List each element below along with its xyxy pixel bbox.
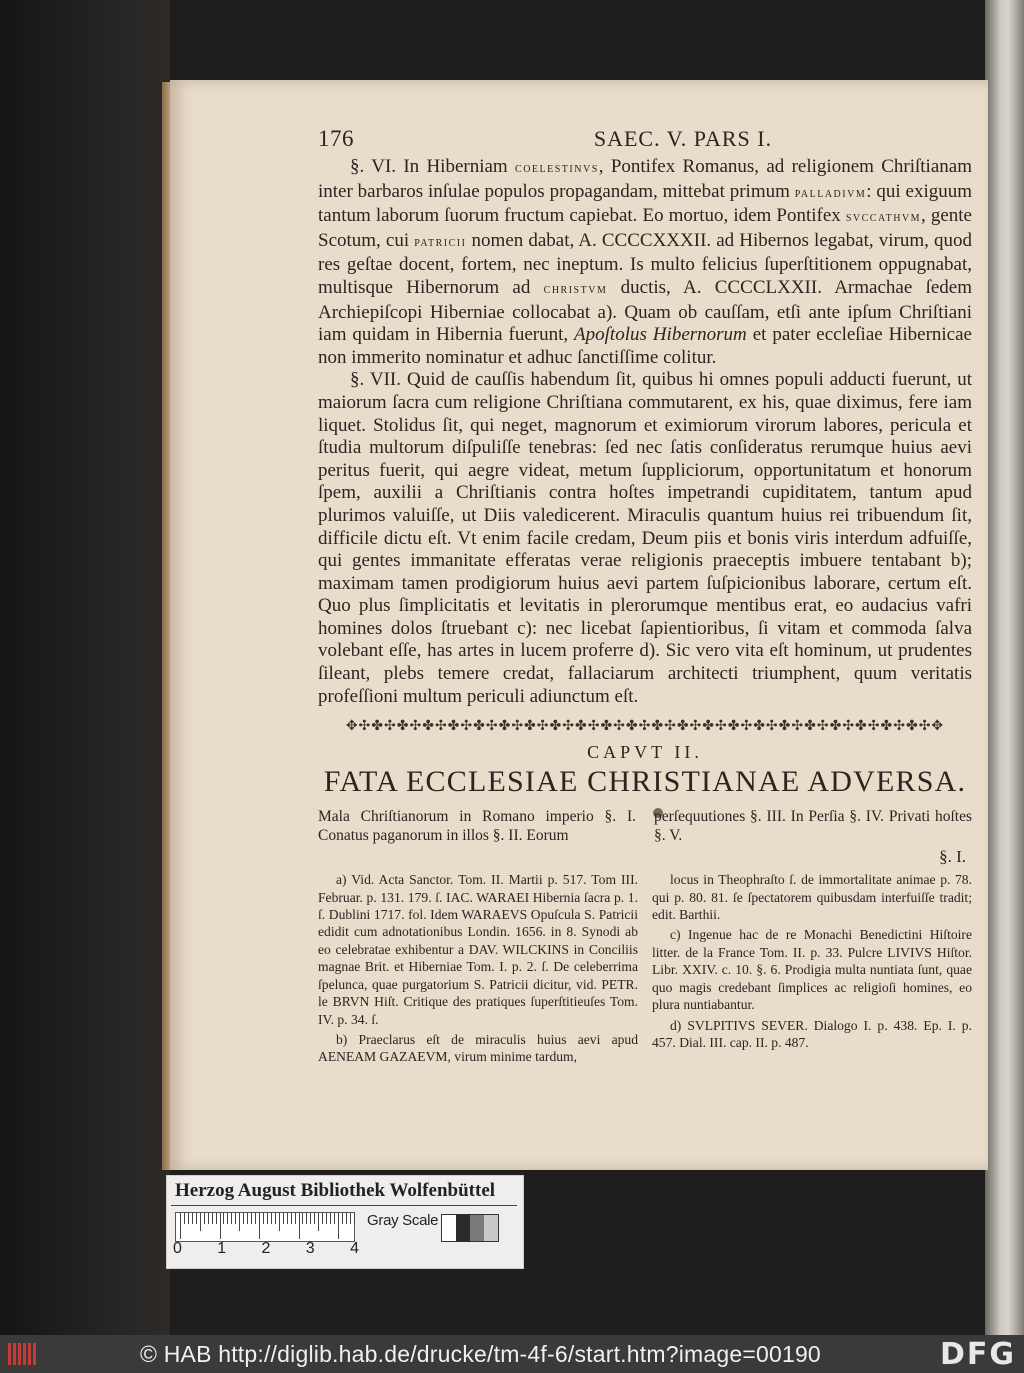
footnote-b: b) Praeclarus eſt de miraculis huius aevi apud AENEAM GAZAEVM, virum minime tardum, bbox=[318, 1031, 638, 1065]
footnotes-right bbox=[652, 871, 972, 1068]
ruler-tick bbox=[208, 1213, 209, 1224]
text-run: : qui exiguum tantum laborum ſuorum fructum capiebat. Eo mortuo, idem Pontifex bbox=[318, 180, 972, 227]
paragraph-7: §. VII. Quid de cauſſis habendum ſit, quibus hi omnes populi adducti fuerunt, ut maiorum ſacra cum religione Chriſtiana commutarent, ex his, quae diximus, fere iam liquet. Stolidus ſit, qui neget, magnorum et eximiorum virorum labores, pericula et ſtudia multorum diſpuliſſe tenebras: ſed nec ſatis conſideratus rerumque huius aevi peritus fuerit, qui aegre videat, metum ſuppliciorum, opportunitatum et honorum ſpem, auxilii a Chriſtianis contra hoſtes impetrandi cupiditatem, tantum apud plurimos valuiſſe, ut Diis valedicerent. Miraculis quantum huius rei tribuendum ſit, difficile dictu eſt. Vt enim facile credam, Deum piis et bonis viris interdum adfuiſſe, qui gentes immanitate efferatas verae religionis praeceptis imbuere tentabant b); maximam tamen prodigiorum huius aevi partem ſuſpicionibus laborare, certum eſt. Quo plus ſimplicitatis et levitatis in plerorumque mentibus erat, eo audacius vafri homines dolos ſtruebant c): nec licebat ſapientioribus, ſi vitam et commoda ſalva volebant eſſe, has artes in lucem proferre d). Sic vero vita eſt hominum, ut prudentes ſileant, plebs temere credat, fallaciarum architecti triumphent, quum veritatis profeſſioni multum periculi adiunctum eſt. bbox=[318, 369, 972, 707]
name-patricius: patricii bbox=[414, 234, 467, 250]
ruler-tick bbox=[318, 1213, 319, 1231]
ruler-tick bbox=[314, 1213, 315, 1224]
ruler-tick bbox=[259, 1213, 260, 1239]
text-run: , Pontifex Romanus, ad religionem Chriſtianam inter barbaros inſulae populos propagandam, mittebat primum bbox=[318, 156, 972, 202]
ruler-tick bbox=[306, 1213, 307, 1224]
ruler-tick bbox=[338, 1213, 339, 1239]
ruler-tick bbox=[342, 1213, 343, 1224]
ruler-tick bbox=[247, 1213, 248, 1224]
ruler-tick bbox=[354, 1213, 355, 1224]
ruler-number: 4 bbox=[350, 1240, 359, 1257]
text-run: §. VI. In Hiberniam bbox=[350, 156, 516, 177]
ruler-tick bbox=[350, 1213, 351, 1224]
name-christus: christvm bbox=[543, 281, 608, 297]
ruler-tick bbox=[326, 1213, 327, 1224]
name-coelestinus: coelestinvs bbox=[515, 161, 599, 176]
gray-swatch bbox=[442, 1215, 456, 1241]
gray-swatch bbox=[456, 1215, 470, 1241]
ruler-tick bbox=[204, 1213, 205, 1224]
page-content bbox=[318, 126, 972, 1069]
ruler-tick bbox=[299, 1213, 300, 1239]
ruler-tick bbox=[295, 1213, 296, 1224]
footer-bar bbox=[0, 1335, 1024, 1373]
summary-left: Mala Chriſtianorum in Romano imperio §. I. Conatus paganorum in illos §. II. Eorum bbox=[318, 808, 636, 845]
scale-ruler bbox=[175, 1212, 355, 1242]
gray-swatch bbox=[484, 1215, 498, 1241]
running-title: SAEC. V. PARS I. bbox=[593, 126, 773, 151]
scan-background-left bbox=[0, 0, 170, 1335]
ruler-tick bbox=[231, 1213, 232, 1224]
ruler-tick bbox=[200, 1213, 201, 1231]
gray-swatch bbox=[470, 1215, 484, 1241]
ruler-tick bbox=[346, 1213, 347, 1224]
ruler-tick bbox=[291, 1213, 292, 1224]
ruler-tick bbox=[310, 1213, 311, 1224]
gray-scale-swatches bbox=[441, 1214, 499, 1242]
paragraph-6 bbox=[318, 156, 972, 369]
ruler-tick bbox=[302, 1213, 303, 1224]
library-name: Herzog August Bibliothek Wolfenbüttel bbox=[175, 1180, 496, 1201]
ruler-tick bbox=[330, 1213, 331, 1224]
ruler-tick bbox=[271, 1213, 272, 1224]
footnotes bbox=[318, 871, 972, 1068]
gray-scale-label: Gray Scale bbox=[367, 1212, 439, 1229]
text-run: nomen dabat, A. CCCCXXXII. ad Hibernos legabat, virum, quod res geſtae docent, fortem, nec ineptum. Is multo felicius ſuperſtitionem oppugnabat, multisque Hibernorum ad bbox=[318, 229, 972, 298]
ruler-tick bbox=[223, 1213, 224, 1224]
ruler-tick bbox=[243, 1213, 244, 1224]
footnote-a: a) Vid. Acta Sanctor. Tom. II. Martii p. 517. Tom III. Februar. p. 131. 179. ſ. IAC. WARAEI Hibernia ſacra p. 1. ſ. Dublini 1717. fol. Idem WARAEVS Opuſcula S. Patricii edidit cum adnotationibus Londin. 1656. in 8. Synodi ab eo celebratae exhibentur a DAV. WILCKINS in Conciliis magnae Brit. et Hiberniae Tom. I. p. 2. ſ. De celeberrima ſpelunca, quae purgatorium S. Patricii dicitur, vid. PETR. le BRVN Hiſt. Critique des pratiques ſuperſtitieuſes Tom. IV. p. 34. ſ. bbox=[318, 872, 638, 1027]
chapter-title: FATA ECCLESIAE CHRISTIANAE ADVERSA. bbox=[323, 765, 967, 799]
ruler-tick bbox=[212, 1213, 213, 1224]
ruler-tick bbox=[192, 1213, 193, 1224]
ornament-divider: ✥✣✤✣✤✣✤✣✤✣✤✣✤✣✤✣✤✣✤✣✤✣✤✣✤✣✤✣✤✣✤✣✤✣✤✣✤✣✤✣✤✣✤✣✤✣✥ bbox=[345, 718, 945, 735]
text-run: ductis, A. CCCCLXXII. Armachae ſedem Archiepiſcopi Hiberniae collocabat a). Quam ob cauſſam, etſi ante ipſum Chriſtiani iam quidam in Hibernia fuerunt, bbox=[318, 276, 972, 346]
ruler-number: 1 bbox=[217, 1240, 227, 1257]
ruler-tick bbox=[279, 1213, 280, 1231]
ruler-tick bbox=[267, 1213, 268, 1224]
caput-heading: CAPVT II. bbox=[587, 742, 703, 763]
scan-background-right bbox=[985, 0, 1024, 1335]
ruler-tick bbox=[251, 1213, 252, 1224]
text-run: , gente Scotum, cui bbox=[318, 205, 972, 251]
footer-url[interactable]: © HAB http://diglib.hab.de/drucke/tm-4f-6/start.htm?image=00190 bbox=[140, 1341, 821, 1367]
name-succathus: svccathvm bbox=[845, 210, 922, 226]
footnote-d: d) SVLPITIVS SEVER. Dialogo I. p. 438. Ep. I. p. 457. Dial. III. cap. II. p. 487. bbox=[652, 1017, 972, 1050]
ruler-tick bbox=[196, 1213, 197, 1224]
text-run: et pater eccleſiae Hibernicae non immerito nominatur et adhuc ſanctiſſime colitur. bbox=[318, 324, 972, 368]
footnotes-left bbox=[318, 871, 638, 1068]
label-divider bbox=[171, 1205, 517, 1206]
dfg-logo: DFG bbox=[939, 1337, 1016, 1372]
page-number: 176 bbox=[318, 126, 354, 151]
name-palladius: palladivm bbox=[794, 185, 867, 201]
ruler-number: 0 bbox=[173, 1240, 182, 1257]
ruler-tick bbox=[180, 1213, 181, 1239]
ruler-numbers bbox=[173, 1240, 359, 1258]
section-marker: §. I. bbox=[939, 847, 966, 867]
ruler-tick bbox=[283, 1213, 284, 1224]
summary-right: perſequutiones §. III. In Perſia §. IV. Privati hoſtes §. V. bbox=[654, 808, 972, 845]
ruler-tick bbox=[188, 1213, 189, 1224]
ruler-tick bbox=[287, 1213, 288, 1224]
ruler-tick bbox=[255, 1213, 256, 1224]
ruler-tick bbox=[334, 1213, 335, 1224]
footnote-c: c) Ingenue hac de re Monachi Benedictini Hiſtoire litter. de la France Tom. II. p. 33. Pulcre LIVIVS Hiſtor. Libr. XXIV. c. 10. §. 6. Prodigia multa nuntiata ſunt, quae quo magis credebant ſimplices ac religioſi homines, eo plura nuntiabantur. bbox=[652, 927, 972, 1013]
running-head bbox=[318, 126, 972, 152]
ruler-tick bbox=[227, 1213, 228, 1224]
italic-apostolus: Apoſtolus Hibernorum bbox=[574, 324, 747, 346]
footnote-b-cont: locus in Theophraſto ſ. de immortalitate animae p. 78. qui p. 80. 81. ſe ſpectatorem quibusdam interfuiſſe tradit; edit. Barthii. bbox=[652, 872, 972, 923]
ruler-tick bbox=[263, 1213, 264, 1224]
barcode-icon bbox=[8, 1343, 40, 1365]
ruler-tick bbox=[275, 1213, 276, 1224]
ruler-tick bbox=[239, 1213, 240, 1231]
chapter-summary bbox=[318, 807, 972, 845]
ruler-number: 3 bbox=[305, 1240, 315, 1257]
ruler-tick bbox=[322, 1213, 323, 1224]
ruler-number: 2 bbox=[261, 1240, 271, 1257]
body-text bbox=[318, 156, 972, 708]
ruler-tick bbox=[235, 1213, 236, 1224]
library-label-card bbox=[166, 1175, 524, 1269]
ruler-tick bbox=[184, 1213, 185, 1224]
ruler-tick bbox=[220, 1213, 221, 1239]
ruler-tick bbox=[216, 1213, 217, 1224]
